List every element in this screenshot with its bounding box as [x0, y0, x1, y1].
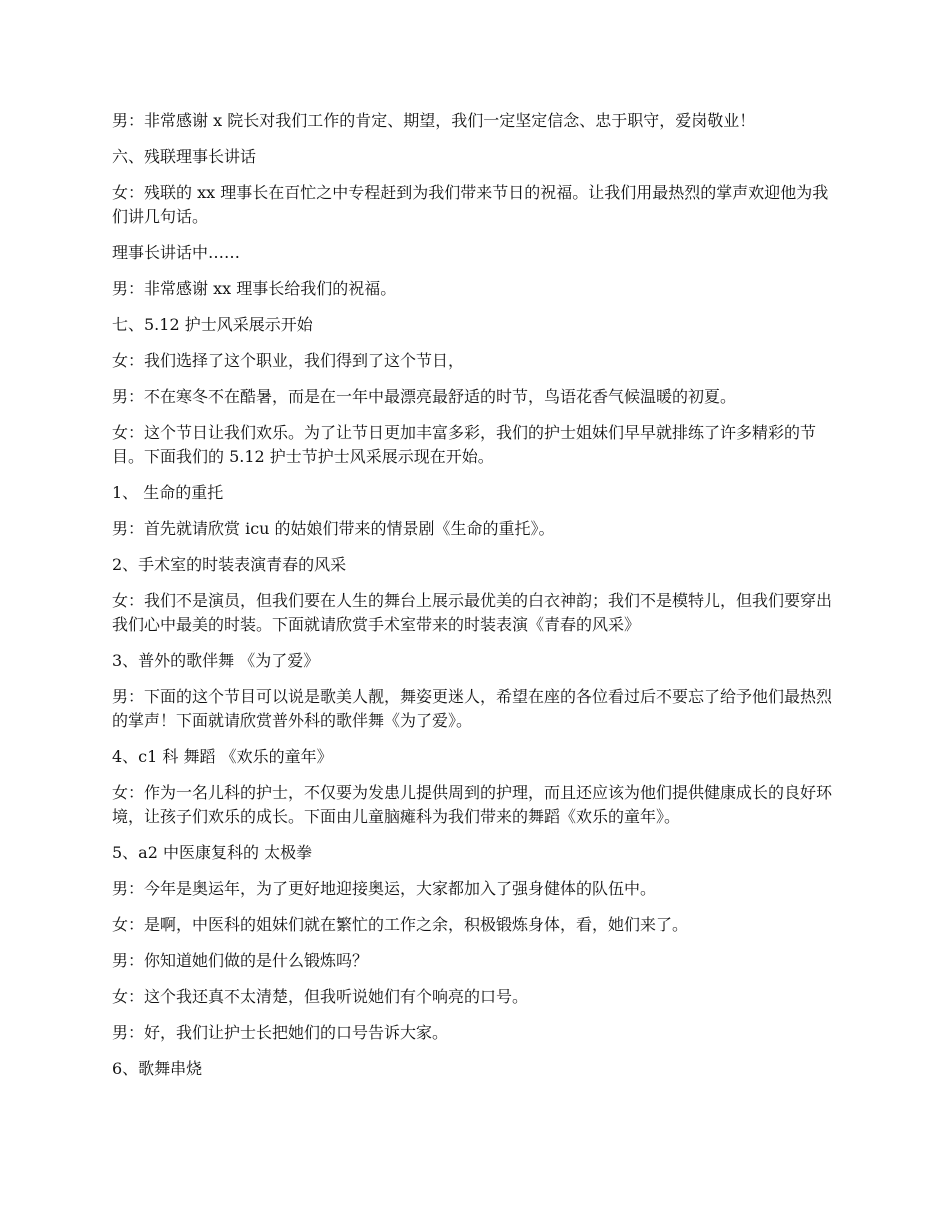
program-item-heading: 5、a2 中医康复科的 太极拳 [112, 843, 313, 862]
paragraph: 女：这个我还真不太清楚，但我听说她们有个响亮的口号。 [112, 987, 529, 1006]
paragraph: 男：非常感谢 x 院长对我们工作的肯定、期望，我们一定坚定信念、忠于职守，爱岗敬业！ [112, 111, 756, 130]
section-heading: 六、残联理事长讲话 [112, 147, 257, 166]
paragraph: 女：我们选择了这个职业，我们得到了这个节日， [112, 351, 465, 370]
paragraph: 男：下面的这个节目可以说是歌美人靓，舞姿更迷人，希望在座的各位看过后不要忘了给予他们最热烈的掌声！下面就请欣赏普外科的歌伴舞《为了爱》。 [112, 687, 833, 730]
paragraph: 女：我们不是演员，但我们要在人生的舞台上展示最优美的白衣神韵；我们不是模特儿，但我们要穿出我们心中最美的时装。下面就请欣赏手术室带来的时装表演《青春的风采》 [112, 591, 833, 634]
program-item-heading: 4、c1 科 舞蹈 《欢乐的童年》 [112, 747, 333, 766]
paragraph: 女：是啊，中医科的姐妹们就在繁忙的工作之余，积极锻炼身体，看，她们来了。 [112, 915, 689, 934]
paragraph: 理事长讲话中…… [112, 243, 241, 262]
paragraph: 男：你知道她们做的是什么锻炼吗？ [112, 951, 369, 970]
paragraph: 男：今年是奥运年，为了更好地迎接奥运，大家都加入了强身健体的队伍中。 [112, 879, 657, 898]
paragraph: 女：残联的 xx 理事长在百忙之中专程赶到为我们带来节日的祝福。让我们用最热烈的掌声欢迎他为我们讲几句话。 [112, 183, 829, 226]
document-page [112, 109, 842, 1093]
program-item-heading: 1、 生命的重托 [112, 483, 224, 502]
paragraph: 男：首先就请欣赏 icu 的姑娘们带来的情景剧《生命的重托》。 [112, 519, 555, 538]
paragraph: 女：作为一名儿科的护士，不仅要为发患儿提供周到的护理，而且还应该为他们提供健康成长的良好环境，让孩子们欢乐的成长。下面由儿童脑瘫科为我们带来的舞蹈《欢乐的童年》。 [112, 783, 833, 826]
paragraph: 男：好，我们让护士长把她们的口号告诉大家。 [112, 1023, 449, 1042]
paragraph: 女：这个节日让我们欢乐。为了让节日更加丰富多彩，我们的护士姐妹们早早就排练了许多精彩的节目。下面我们的 5.12 护士节护士风采展示现在开始。 [112, 423, 817, 466]
program-item-heading: 3、普外的歌伴舞 《为了爱》 [112, 651, 320, 670]
program-item-heading: 6、歌舞串烧 [112, 1059, 203, 1078]
section-heading: 七、5.12 护士风采展示开始 [112, 315, 313, 334]
paragraph: 男：非常感谢 xx 理事长给我们的祝福。 [112, 279, 397, 298]
program-item-heading: 2、手术室的时装表演青春的风采 [112, 555, 347, 574]
paragraph: 男：不在寒冬不在酷暑，而是在一年中最漂亮最舒适的时节，鸟语花香气候温暖的初夏。 [112, 387, 737, 406]
